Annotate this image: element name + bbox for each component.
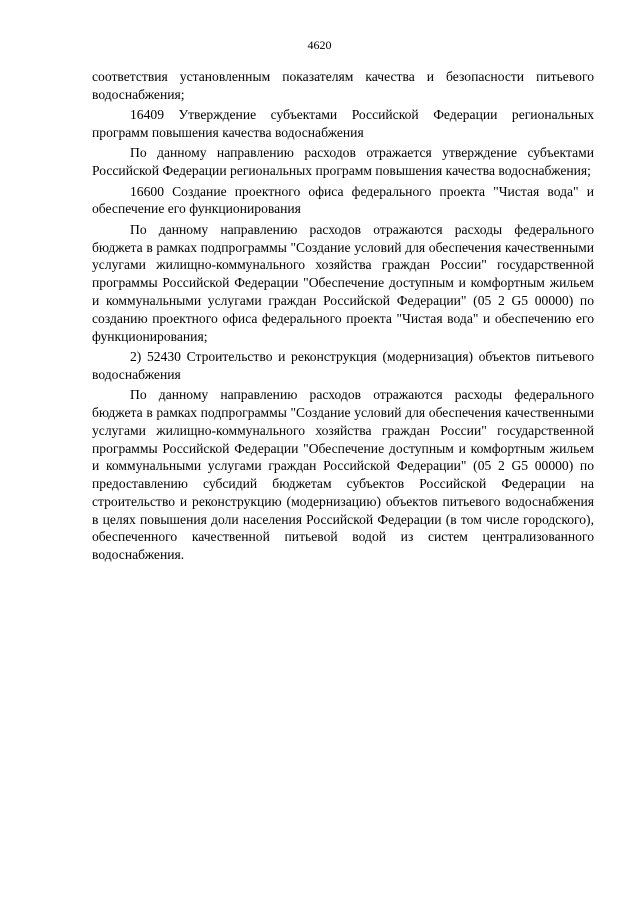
paragraph-continuation: соответствия установленным показателям качества и безопасности питьевого водоснабжения; <box>92 69 594 102</box>
paragraph-heading-16600: 16600 Создание проектного офиса федерального проекта "Чистая вода" и обеспечение его функционирования <box>92 183 594 217</box>
document-body <box>92 68 594 567</box>
paragraph-description-52430: По данному направлению расходов отражаются расходы федерального бюджета в рамках подпрограммы "Создание условий для обеспечения качественными услугами жилищно-коммунального хозяйства граждан России" государственной программы Российской Федерации "Обеспечение доступным и комфортным жильем и коммунальными услугами граждан Российской Федерации" (05 2 G5 00000) по предоставлению субсидий бюджетам субъектов Российской Федерации на строительство и реконструкцию (модернизацию) объектов питьевого водоснабжения в целях повышения доли населения Российской Федерации (в том числе городского), обеспеченного качественной питьевой водой из систем централизованного водоснабжения. <box>92 387 594 563</box>
paragraph-description-16600: По данному направлению расходов отражаются расходы федерального бюджета в рамках подпрограммы "Создание условий для обеспечения качественными услугами жилищно-коммунального хозяйства граждан России" государственной программы Российской Федерации "Обеспечение доступным и комфортным жильем и коммунальными услугами граждан Российской Федерации" (05 2 G5 00000) по созданию проектного офиса федерального проекта "Чистая вода" и обеспечению его функционирования; <box>92 221 594 344</box>
paragraph-description-16409: По данному направлению расходов отражается утверждение субъектами Российской Федерации региональных программ повышения качества водоснабжения; <box>92 145 594 179</box>
paragraph-heading-16409: 16409 Утверждение субъектами Российской Федерации региональных программ повышения качества водоснабжения <box>92 107 594 140</box>
paragraph-heading-52430: 2) 52430 Строительство и реконструкция (модернизация) объектов питьевого водоснабжения <box>92 348 594 382</box>
page-number: 4620 <box>307 38 332 52</box>
